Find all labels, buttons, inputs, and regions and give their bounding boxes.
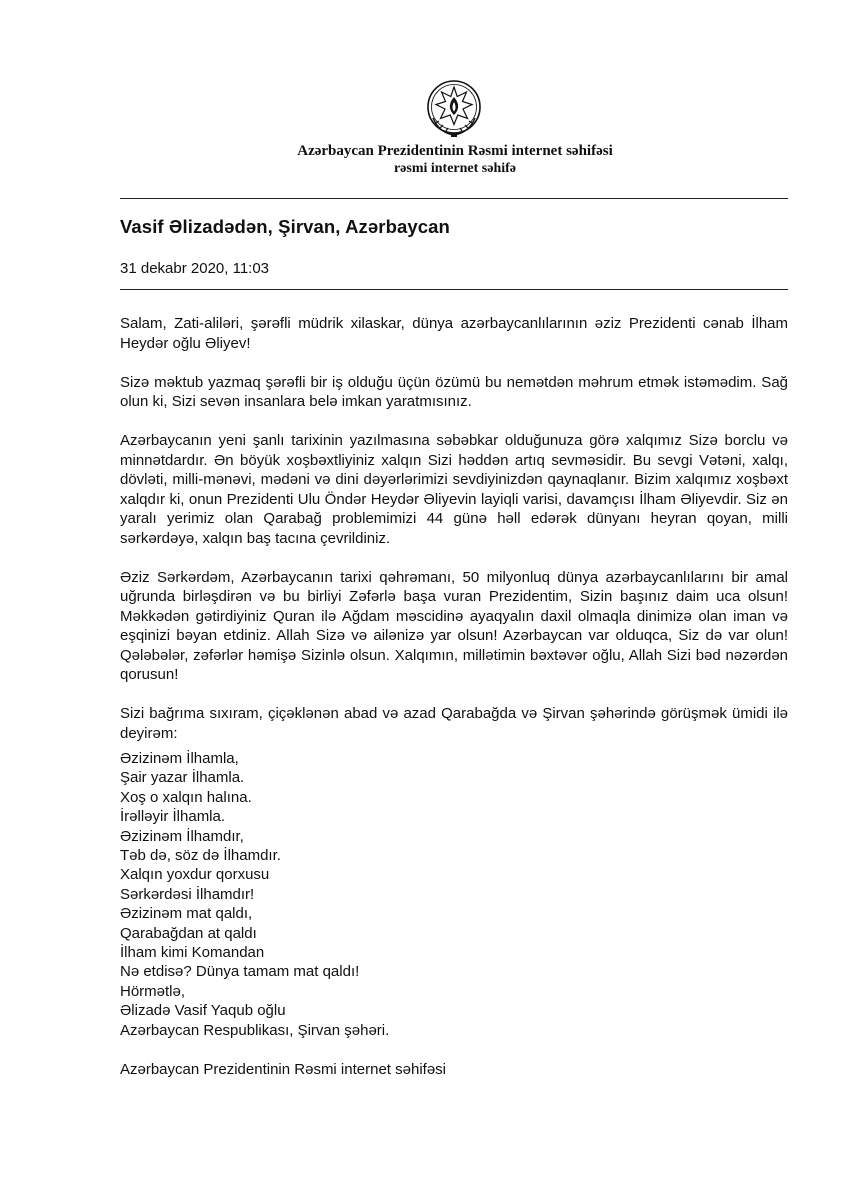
azerbaijan-state-emblem-icon <box>425 78 483 140</box>
poem-line: Qarabağdan at qaldı <box>120 924 257 942</box>
footer-source: Azərbaycan Prezidentinin Rəsmi internet səhifəsi <box>120 1060 446 1078</box>
paragraph-intro: Sizə məktub yazmaq şərəfli bir iş olduğu üçün özümü bu nemətdən məhrum etmək istəmədim. Sağ olun ki, Sizi sevən insanlara belə imkan yaratmısınız. <box>120 373 788 410</box>
signature-line: Əlizadə Vasif Yaqub oğlu <box>120 1002 286 1020</box>
signature-line: Hörmətlə, <box>120 982 186 1000</box>
site-title: Azərbaycan Prezidentinin Rəsmi internet səhifəsi <box>297 143 613 159</box>
poem-line: Sərkərdəsi İlhamdır! <box>120 885 255 903</box>
article-title: Vasif Əlizadədən, Şirvan, Azərbaycan <box>120 216 450 237</box>
article-date: 31 dekabr 2020, 11:03 <box>120 260 270 277</box>
date-divider <box>120 289 788 290</box>
poem-line: Təb də, söz də İlhamdır. <box>120 847 281 865</box>
poem-line: Nə etdisə? Dünya tamam mat qaldı! <box>120 963 360 981</box>
poem-line: Xoş o xalqın halına. <box>120 788 252 806</box>
poem-line: İrəlləyir İlhamla. <box>120 808 226 826</box>
poem-line: Əzizinəm mat qaldı, <box>120 905 253 923</box>
poem-line: Əzizinəm İlhamla, <box>120 750 239 767</box>
poem-line: Xalqın yoxdur qorxusu <box>120 866 270 884</box>
paragraph-commander: Əziz Sərkərdəm, Azərbaycanın tarixi qəhrəmanı, 50 milyonluq dünya azərbaycanlılarını bir amal uğrunda birləşdirən və bu birliyi Zəfərlə başa vuran Prezidentim, Sizin başınız daim uca olsun! Məkkədən gətirdiyiniz Quran ilə Ağdam məscidinə ayaqyalın daxil olmaqla dinimizə olan iman və eşqinizi bəyan etdiniz. Allah Sizə və ailənizə yar olsun! Azərbaycan var olduqca, Siz də var olun! Qələbələr, zəfərlər həmişə Sizinlə olsun. Xalqımın, millətimin bəxtəvər oğlu, Allah Sizi bəd nəzərdən qorusun! <box>120 568 788 683</box>
paragraph-closing: Sizi bağrıma sıxıram, çiçəklənən abad və azad Qarabağda və Şirvan şəhərində görüşmək ümidi ilə deyirəm: <box>120 705 788 742</box>
signature-line: Azərbaycan Respublikası, Şirvan şəhəri. <box>120 1021 390 1039</box>
top-divider <box>120 198 788 199</box>
paragraph-greeting: Salam, Zati-aliləri, şərəfli müdrik xilaskar, dünya azərbaycanlılarının əziz Prezidenti cənab İlham Heydər oğlu Əliyev! <box>120 315 788 352</box>
poem-and-signature <box>120 749 788 1040</box>
site-header <box>0 142 849 178</box>
poem-line: Əzizinəm İlhamdır, <box>120 827 244 845</box>
poem-line: Şair yazar İlhamla. <box>120 769 245 787</box>
site-subtitle: rəsmi internet səhifə <box>393 161 517 176</box>
article-body <box>120 314 788 1099</box>
paragraph-history: Azərbaycanın yeni şanlı tarixinin yazılmasına səbəbkar olduğunuza görə xalqımız Sizə borclu və minnətdardır. Ən böyük xoşbəxtliyiniz xalqın Sizi həddən artıq sevməsidir. Bu sevgi Vətəni, xalqı, dövləti, milli-mənəvi, mədəni və dini dəyərlərimizi sevdiyinizdən qaynaqlanır. Bizim xalqımız xoşbəxt xalqdır ki, onun Prezidenti Ulu Öndər Heydər Əliyevin layiqli varisi, davamçısı İlham Əliyevdir. Siz ən yaralı yerimiz olan Qarabağ problemimizi 44 günə həll edərək dünyanı heyran qoyan, milli sərkərdəyə, xalqın baş tacına çevrildiniz. <box>120 432 788 547</box>
poem-line: İlham kimi Komandan <box>120 944 265 962</box>
